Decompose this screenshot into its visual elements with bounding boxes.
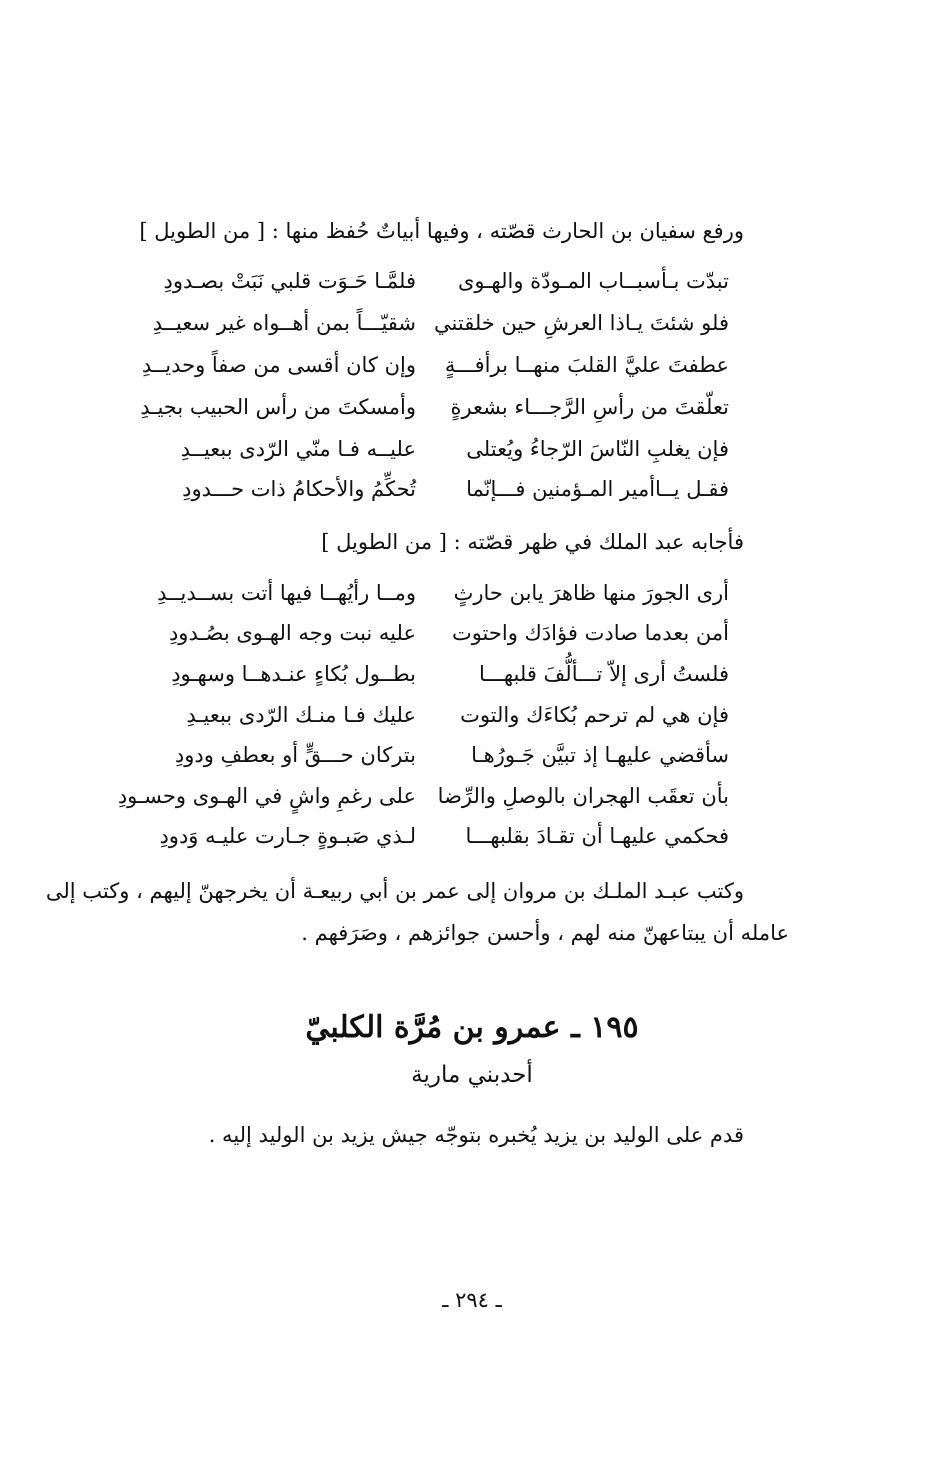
verse-first-hemistich: عطفتَ عليَّ القلبَ منهــا برأفـــةٍ xyxy=(444,353,729,377)
verse xyxy=(0,618,944,648)
verse-first-hemistich: فإن هي لم ترحم بُكاءَك والتوت xyxy=(460,703,729,727)
verse-second-hemistich: وإن كان أقسى من صفاً وحديــدِ xyxy=(141,353,416,377)
verse-first-hemistich: تبدّت بـأسبــاب المـودّة والهـوى xyxy=(457,269,729,293)
verse xyxy=(0,700,944,730)
poem1-intro: ورفع سفيان بن الحارث قصّته ، وفيها أبياتٌ حُفظ منها : [ من الطويل ] xyxy=(139,219,744,243)
verse-second-hemistich: تُحكِّمُ والأحكامُ ذات حـــدودِ xyxy=(182,477,416,501)
verse-first-hemistich: فلو شئتَ يـاذا العرشِ حين خلقتني xyxy=(434,311,729,335)
verse xyxy=(0,781,944,811)
verse xyxy=(0,308,944,338)
paragraph-line-1: وكتب عبـد الملـك بن مروان إلى عمر بن أبي ربيعـة أن يخرجهنّ إليهم ، وكتب إلى xyxy=(45,879,744,903)
verse-second-hemistich: لـذي صَبـوةٍ جـارت عليـه وَدودِ xyxy=(159,824,416,848)
verse xyxy=(0,740,944,770)
verse-first-hemistich: تعلّقتَ من رأسِ الرَّجـــاء بشعرةٍ xyxy=(450,395,729,419)
verse xyxy=(0,434,944,464)
verse xyxy=(0,659,944,689)
verse xyxy=(0,474,944,504)
verse xyxy=(0,821,944,851)
poem2-intro: فأجابه عبد الملك في ظهر قصّته : [ من الطويل ] xyxy=(321,530,744,554)
verse-second-hemistich: شقيّـــاً بمن أهــواه غير سعيــدِ xyxy=(152,311,416,335)
verse xyxy=(0,266,944,296)
verse-second-hemistich: عليــه فـا منّي الرّدى ببعيــدِ xyxy=(180,437,416,461)
verse-second-hemistich: عليه نبت وجه الهـوى بصُـدودِ xyxy=(168,621,416,645)
verse-first-hemistich: فقـل يــاأمير المـؤمنين فـــإنّما xyxy=(466,477,729,501)
verse-first-hemistich: فلستُ أرى إلاّ تـــألُّفَ قلبهـــا xyxy=(479,662,729,686)
verse xyxy=(0,350,944,380)
verse-second-hemistich: بتركان حـــقٍّ أو بعطفِ ودودِ xyxy=(174,743,416,767)
verse-first-hemistich: أمن بعدما صادت فؤادَك واحتوت xyxy=(451,621,729,645)
entry-paragraph: قدم على الوليد بن يزيد يُخبره بتوجّه جيش يزيد بن الوليد إليه . xyxy=(208,1123,744,1147)
entry-subheading: أحدبني مارية xyxy=(411,1062,533,1088)
entry-heading: ١٩٥ ـ عمرو بن مُرَّة الكلبيّ xyxy=(305,1010,639,1045)
verse-second-hemistich: عليك فـا منـك الرّدى ببعيـدِ xyxy=(186,703,416,727)
paragraph-line-2: عامله أن يبتاعهنّ منه لهم ، وأحسن جوائزهم ، وصَرَفهم . xyxy=(301,921,789,945)
page-number: ـ ٢٩٤ ـ xyxy=(442,1288,502,1312)
verse-first-hemistich: فحكمي عليهـا أن تقـادَ بقلبهـــا xyxy=(465,824,729,848)
verse xyxy=(0,578,944,608)
verse-first-hemistich: أرى الجورَ منها ظاهرَ يابن حارثٍ xyxy=(453,581,729,605)
verse-second-hemistich: بطــول بُكاءٍ عنـدهــا وسهـودِ xyxy=(171,662,416,686)
verse-second-hemistich: على رغمِ واشٍ في الهـوى وحسـودِ xyxy=(117,784,416,808)
verse-first-hemistich: سأقضي عليهـا إذ تبيَّن جَـورُهـا xyxy=(471,743,729,767)
verse xyxy=(0,392,944,422)
verse-first-hemistich: بأن تعقَب الهجران بالوصلِ والرِّضا xyxy=(437,784,729,808)
verse-second-hemistich: ومــا رأيُهــا فيها أتت بســديــدِ xyxy=(157,581,416,605)
verse-first-hemistich: فإن يغلبِ النّاسَ الرّجاءُ ويُعتلى xyxy=(466,437,729,461)
verse-second-hemistich: وأمسكتَ من رأس الحبيب بجيـدِ xyxy=(140,395,416,419)
verse-second-hemistich: فلمَّـا حَـوَت قلبي نَبَتْ بصـدودِ xyxy=(163,269,416,293)
